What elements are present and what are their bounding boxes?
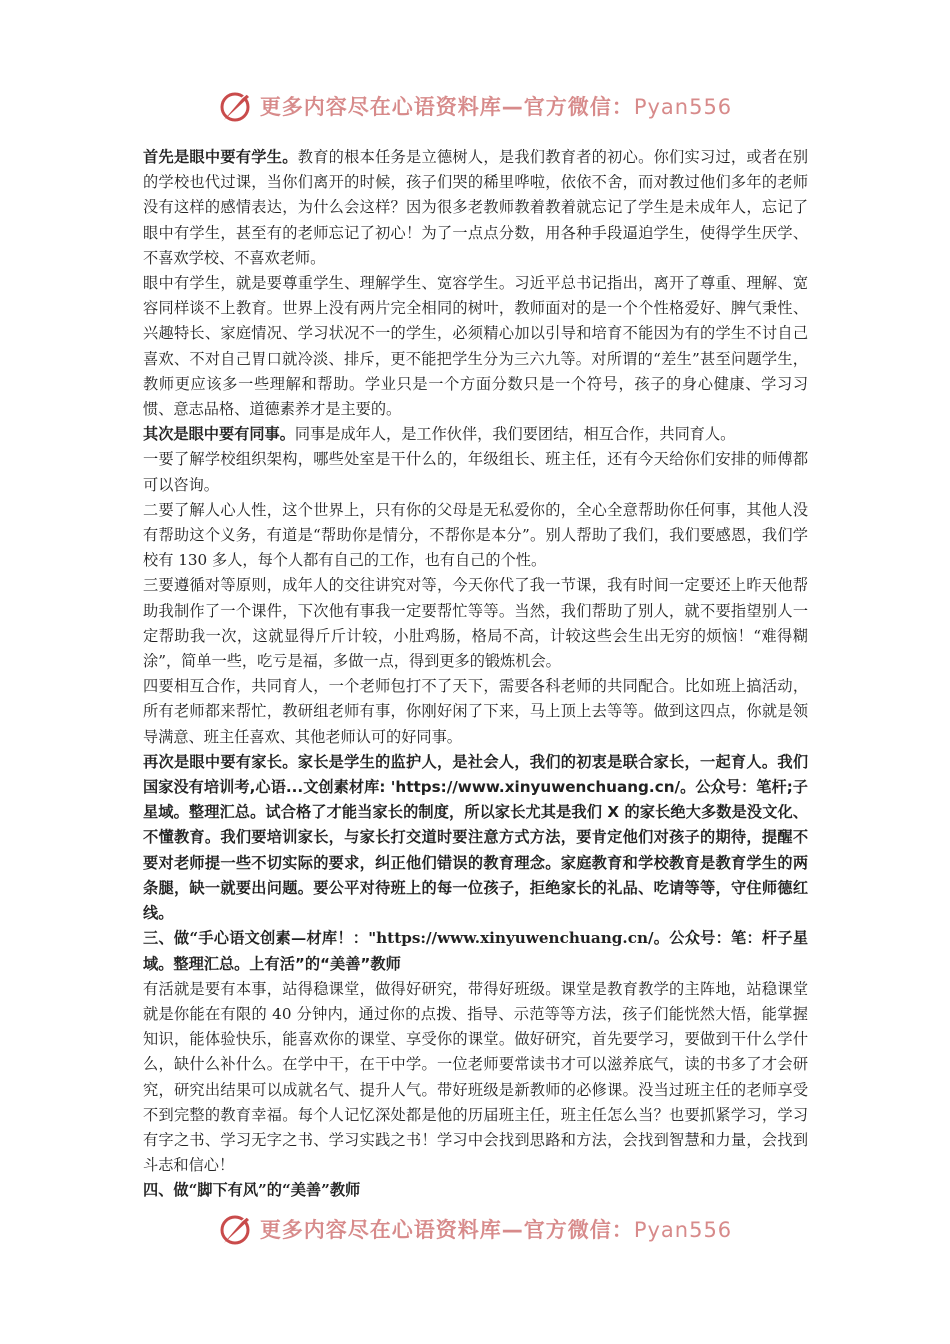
heading-part-a: 三、做“手心语文创素—材库！："https://www.xinyuwenchuang.cn/ — [143, 929, 654, 948]
banner-wechat-id: Pyan556 — [633, 95, 733, 119]
paragraph-respect-students: 眼中有学生，就是要尊重学生、理解学生、宽容学生。习近平总书记指出，离开了尊重、理解、宽容同样谈不上教育。世界上没有两片完全相同的树叶，教师面对的是一个个性格爱好、脾气秉性、兴趣特长、家庭情况、学习状况不一的学生，必须精心加以引导和培育不能因为有的学生不讨自己喜欢、不对自己胃口就冷淡、排斥，更不能把学生分为三六九等。对所谓的“差生”甚至问题学生，教师更应该多一些理解和帮助。学业只是一个方面分数只是一个符号，孩子的身心健康、学习习惯、意志品格、道德素养才是主要的。 — [143, 274, 808, 419]
banner-text: 更多内容尽在心语资料库—官方微信： — [259, 95, 634, 119]
quill-logo-icon — [218, 1211, 254, 1247]
section-lead-colleagues: 其次是眼中要有同事。 — [143, 425, 295, 444]
paragraph-text: 教育的根本任务是立德树人，是我们教育者的初心。你们实习过，或者在别的学校也代过课，当你们离开的时候，孩子们哭的稀里哗啦，依依不舍，而对教过他们多年的老师没有这样的感情表达，为什么会这样？因为很多老教师教着教着就忘记了学生是未成年人，忘记了眼中有学生，甚至有的老师忘记了初心！为了一点点分数，用各种手段逼迫学生，使得学生厌学、不喜欢学校、不喜欢老师。 — [143, 148, 809, 267]
paragraph-text: 同事是成年人，是工作伙伴，我们要团结，相互合作，共同育人。 — [294, 425, 736, 444]
header-banner — [0, 84, 950, 128]
banner-text: 更多内容尽在心语资料库—官方微信： — [259, 1218, 634, 1242]
banner-wechat-id: Pyan556 — [633, 1218, 733, 1242]
document-body — [143, 145, 808, 1204]
banner-title — [260, 91, 732, 121]
paragraph-skills: 有活就是要有本事，站得稳课堂，做得好研究，带得好班级。课堂是教育教学的主阵地，站稳课堂就是你能在有限的 40 分钟内，通过你的点拨、指导、示范等等方法，孩子们能恍然大悟，能掌握知识，能体验快乐，能喜欢你的课堂、享受你的课堂。做好研究，首先要学习，要做到干什么学什么，缺什么补什么。在学中干，在干中学。一位老师要常读书才可以滋养底气，读的书多了才会研究，研究出结果可以成就名气、提升人气。带好班级是新教师的必修课。没当过班主任的老师享受不到完整的教育幸福。每个人记忆深处都是他的历届班主任，班主任怎么当？也要抓紧学习，学习有字之书、学习无字之书、学习实践之书！学习中会找到思路和方法，会找到智慧和力量，会找到斗志和信心！ — [143, 979, 808, 1175]
footer-banner — [0, 1207, 950, 1251]
section-heading-three — [143, 926, 808, 976]
heading-part-b: 。公众号：笔：杆子星域。整理汇总。上有活”的“美善”教师 — [143, 929, 809, 973]
paragraph-point-two: 二要了解人心人性，这个世界上，只有你的父母是无私爱你的，全心全意帮助你任何事，其他人没有帮助这个义务，有道是“帮助你是情分，不帮你是本分”。别人帮助了我们，我们要感恩，我们学校有 130 多人，每个人都有自己的工作，也有自己的个性。 — [143, 500, 808, 570]
section-lead-students: 首先是眼中要有学生。 — [143, 148, 298, 166]
paragraph-point-four: 四要相互合作，共同育人，一个老师包打不了天下，需要各科老师的共同配合。比如班上搞活动，所有老师都来帮忙，教研组老师有事，你刚好闲了下来，马上顶上去等等。做到这四点，你就是领导满意、班主任喜欢、其他老师认可的好同事。 — [143, 677, 808, 746]
banner-title — [260, 1214, 732, 1244]
section-heading-four: 四、做“脚下有风”的“美善”教师 — [143, 1181, 361, 1200]
paragraph-parents: 再次是眼中要有家长。家长是学生的监护人，是社会人，我们的初衷是联合家长，一起育人。我们国家没有培训考,心语...文创素材库: 'https://www.xinyuwenchuang.cn/。公众号：笔杆;子星域。整理汇总。试合格了才能当家长的制度，所以家长尤其是我们 X 的家长绝大多数是没文化、不懂教育。我们要培训家长，与家长打交道时要注意方式方法，要肯定他们对孩子的期待，提醒不要对老师提一些不切实际的要求，纠正他们错误的教育理念。家庭教育和学校教育是教育学生的两条腿，缺一就要出问题。要公平对待班上的每一位孩子，拒绝家长的礼品、吃请等等，守住师德红线。 — [143, 752, 808, 923]
paragraph-students — [143, 145, 808, 271]
paragraph-colleagues — [143, 422, 808, 447]
paragraph-point-three: 三要遵循对等原则，成年人的交往讲究对等，今天你代了我一节课，我有时间一定要还上昨天他帮助我制作了一个课件，下次他有事我一定要帮忙等等。当然，我们帮助了别人，就不要指望别人一定帮助我一次，这就显得斤斤计较，小肚鸡肠，格局不高，计较这些会生出无穷的烦恼！“难得糊涂”，简单一些，吃亏是福，多做一点，得到更多的锻炼机会。 — [143, 576, 808, 671]
quill-logo-icon — [218, 88, 254, 124]
paragraph-point-one: 一要了解学校组织架构，哪些处室是干什么的，年级组长、班主任，还有今天给你们安排的师傅都可以咨询。 — [143, 450, 808, 494]
